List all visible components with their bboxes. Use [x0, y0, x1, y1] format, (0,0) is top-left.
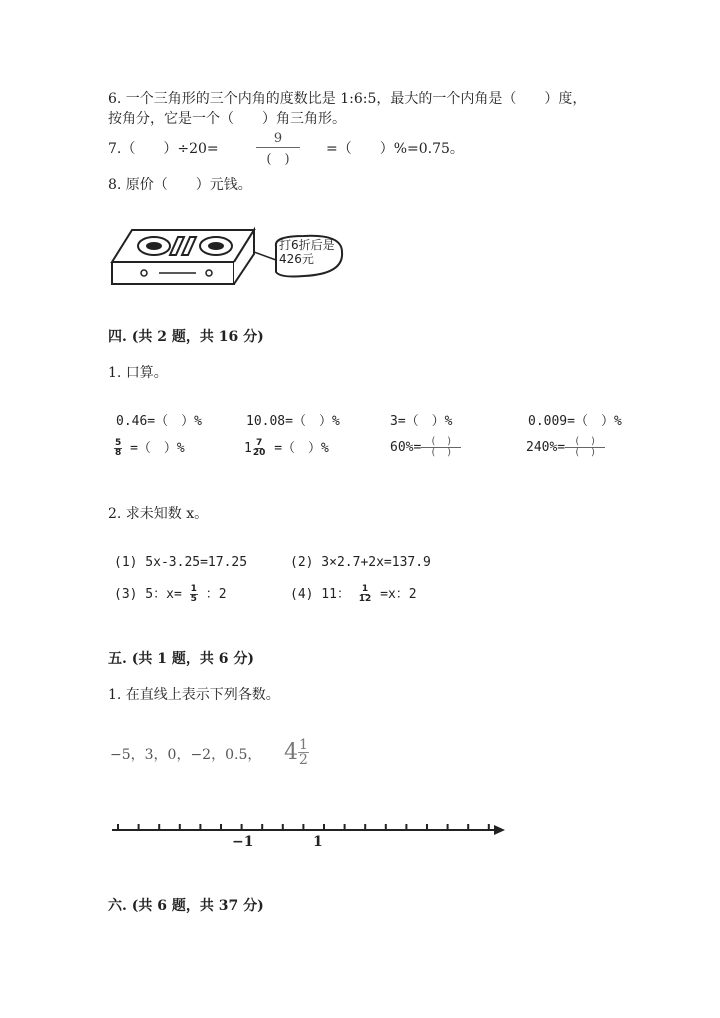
calc-r2c1: $\frac{5}{8}$ =（ ）%: [115, 438, 185, 458]
q7-part2: =（ ）%=0.75。: [326, 141, 464, 157]
bubble-line2: 426元: [279, 252, 314, 266]
calc-r2c4: 240%= $\frac{( )}{( )}$: [526, 437, 605, 458]
bubble-line1: 打6折后是: [279, 238, 335, 252]
number-line: [110, 818, 510, 840]
frac-7-20: $\frac{7}{20}$: [252, 438, 266, 458]
section6-header: 六. (共 6 题，共 37 分): [108, 898, 264, 914]
calc-r1c3: 3=（ ）%: [390, 414, 453, 429]
calc-r1c1: 0.46=（ ）%: [116, 414, 202, 429]
eq1: (1) 5x-3.25=17.25: [114, 555, 248, 570]
q7-part1: 7.（ ）÷20=: [108, 141, 219, 157]
s4-q1-title: 1. 口算。: [108, 365, 168, 381]
mixed-4-1-2: 4 $\frac{1}{2}$: [284, 737, 308, 768]
q7-fraction: [256, 131, 300, 167]
section4-header: 四. (共 2 题，共 16 分): [108, 329, 264, 345]
eq4: (4) 11： $\frac{1}{12}$ =x：2: [290, 584, 417, 604]
frac-1-5: $\frac{1}{5}$: [190, 584, 197, 604]
calc-r1c2: 10.08=（ ）%: [246, 414, 340, 429]
q7-frac-num: 9: [256, 131, 300, 148]
q7-frac-den: ( ): [266, 152, 290, 167]
price-bubble: [279, 238, 335, 266]
eq3: (3) 5：x= $\frac{1}{5}$ ：2: [114, 584, 227, 604]
s4-q2-title: 2. 求未知数 x。: [108, 506, 209, 522]
q8-text: 8. 原价（ ）元钱。: [108, 177, 252, 193]
calc-r1c4: 0.009=（ ）%: [528, 414, 622, 429]
frac-1-12: $\frac{1}{12}$: [358, 584, 372, 604]
numbers-list: −5，3，0，−2，0.5，: [110, 747, 262, 763]
axis-label-1: 1: [313, 834, 323, 850]
s5-q1-title: 1. 在直线上表示下列各数。: [108, 687, 280, 703]
section5-header: 五. (共 1 题，共 6 分): [108, 651, 254, 667]
q6-line1: 6. 一个三角形的三个内角的度数比是 1:6:5，最大的一个内角是（ ）度，: [108, 91, 587, 107]
calc-r2c2: 1 $\frac{7}{20}$ =（ ）%: [244, 438, 329, 458]
eq2: (2) 3×2.7+2x=137.9: [290, 555, 431, 570]
frac-5-8: $\frac{5}{8}$: [115, 438, 122, 458]
q6-line2: 按角分，它是一个（ ）角三角形。: [108, 111, 346, 127]
axis-label-neg1: −1: [232, 834, 254, 850]
calc-r2c3: 60%= $\frac{( )}{( )}$: [390, 437, 461, 458]
